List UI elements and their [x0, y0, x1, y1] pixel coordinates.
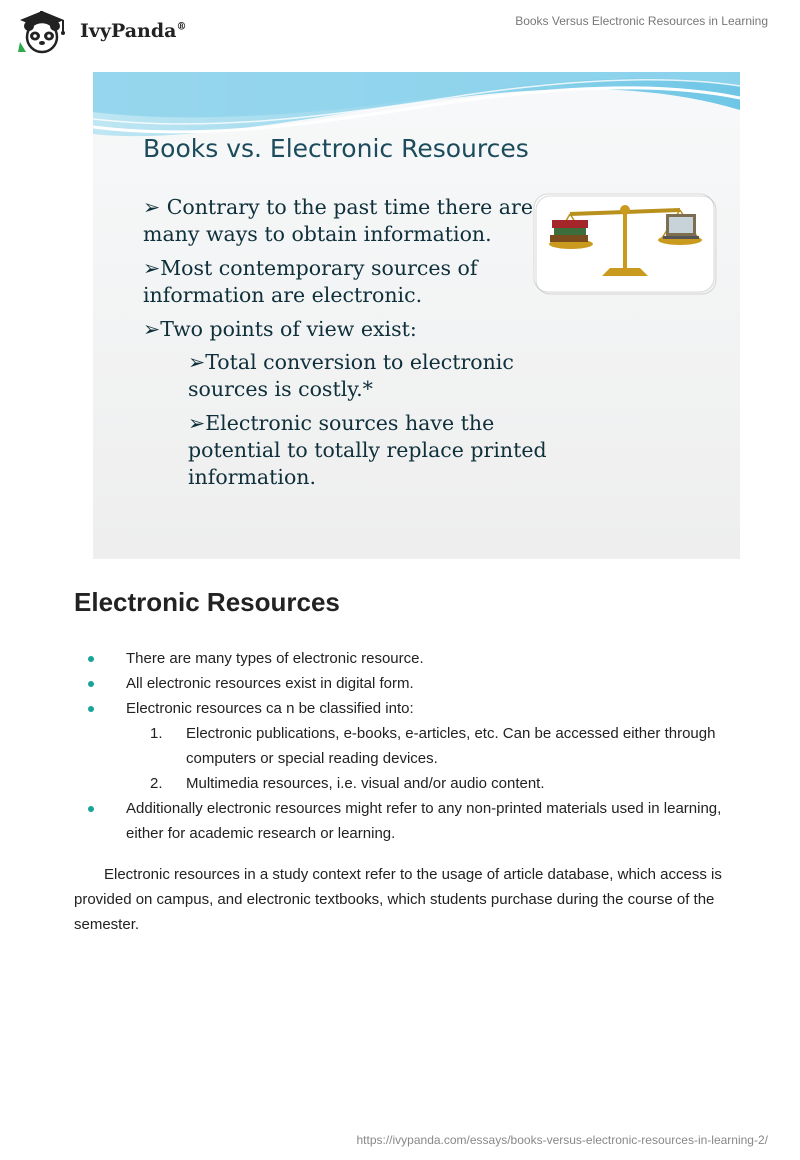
slide-title: Books vs. Electronic Resources: [143, 134, 529, 163]
slide-bullet: ➢Most contemporary sources of information are electronic.: [143, 256, 478, 307]
presentation-slide-image: [93, 72, 740, 559]
bullet-dot-icon: [88, 681, 94, 687]
bullet-list: [74, 646, 734, 846]
arrow-bullet-icon: ➢: [143, 317, 161, 341]
brand-name[interactable]: IvyPanda®: [80, 20, 187, 42]
arrow-bullet-icon: ➢: [143, 195, 161, 219]
list-item: Additionally electronic resources might refer to any non-printed materials used in learning, either for academic research or learning.: [74, 796, 734, 846]
bullet-dot-icon: [88, 656, 94, 662]
source-url-link[interactable]: https://ivypanda.com/essays/books-versus-electronic-resources-in-learning-2/: [356, 1133, 768, 1147]
arrow-bullet-icon: ➢: [188, 411, 206, 435]
slide-sub-bullet: ➢Electronic sources have the potential to totally replace printed information.: [188, 411, 547, 489]
numbered-list: [126, 721, 734, 796]
arrow-bullet-icon: ➢: [188, 350, 206, 374]
panda-logo-icon[interactable]: [14, 8, 74, 56]
numbered-item: 1. Electronic publications, e-books, e-articles, etc. Can be accessed either through computers or special reading devices.: [150, 725, 716, 767]
arrow-bullet-icon: ➢: [143, 256, 161, 280]
body-paragraph: Electronic resources in a study context refer to the usage of article database, which access is provided on campus, and electronic textbooks, which students purchase during the course of the semester.: [74, 866, 722, 933]
bullet-dot-icon: [88, 706, 94, 712]
scales-books-computer-icon: [530, 190, 720, 298]
bullet-dot-icon: [88, 806, 94, 812]
list-item: There are many types of electronic resource.: [74, 646, 734, 671]
slide-bullet: ➢Two points of view exist:: [143, 317, 417, 341]
numbered-item: 2. Multimedia resources, i.e. visual and/or audio content.: [150, 775, 545, 792]
section-heading: Electronic Resources: [74, 587, 340, 617]
slide-sub-bullet: ➢Total conversion to electronic sources is costly.*: [188, 350, 514, 401]
list-item: Electronic resources ca n be classified into: 1. Electronic publications, e-books, e-articles, etc. Can be accessed either through computers or special reading devices. 2. Multimedia resources, i.e. visual and/or audio content.: [74, 696, 734, 796]
list-item: All electronic resources exist in digital form.: [74, 671, 734, 696]
document-title: Books Versus Electronic Resources in Learning: [515, 14, 768, 28]
slide-bullet: ➢ Contrary to the past time there are many ways to obtain information.: [143, 195, 533, 246]
page-header: [0, 0, 800, 60]
